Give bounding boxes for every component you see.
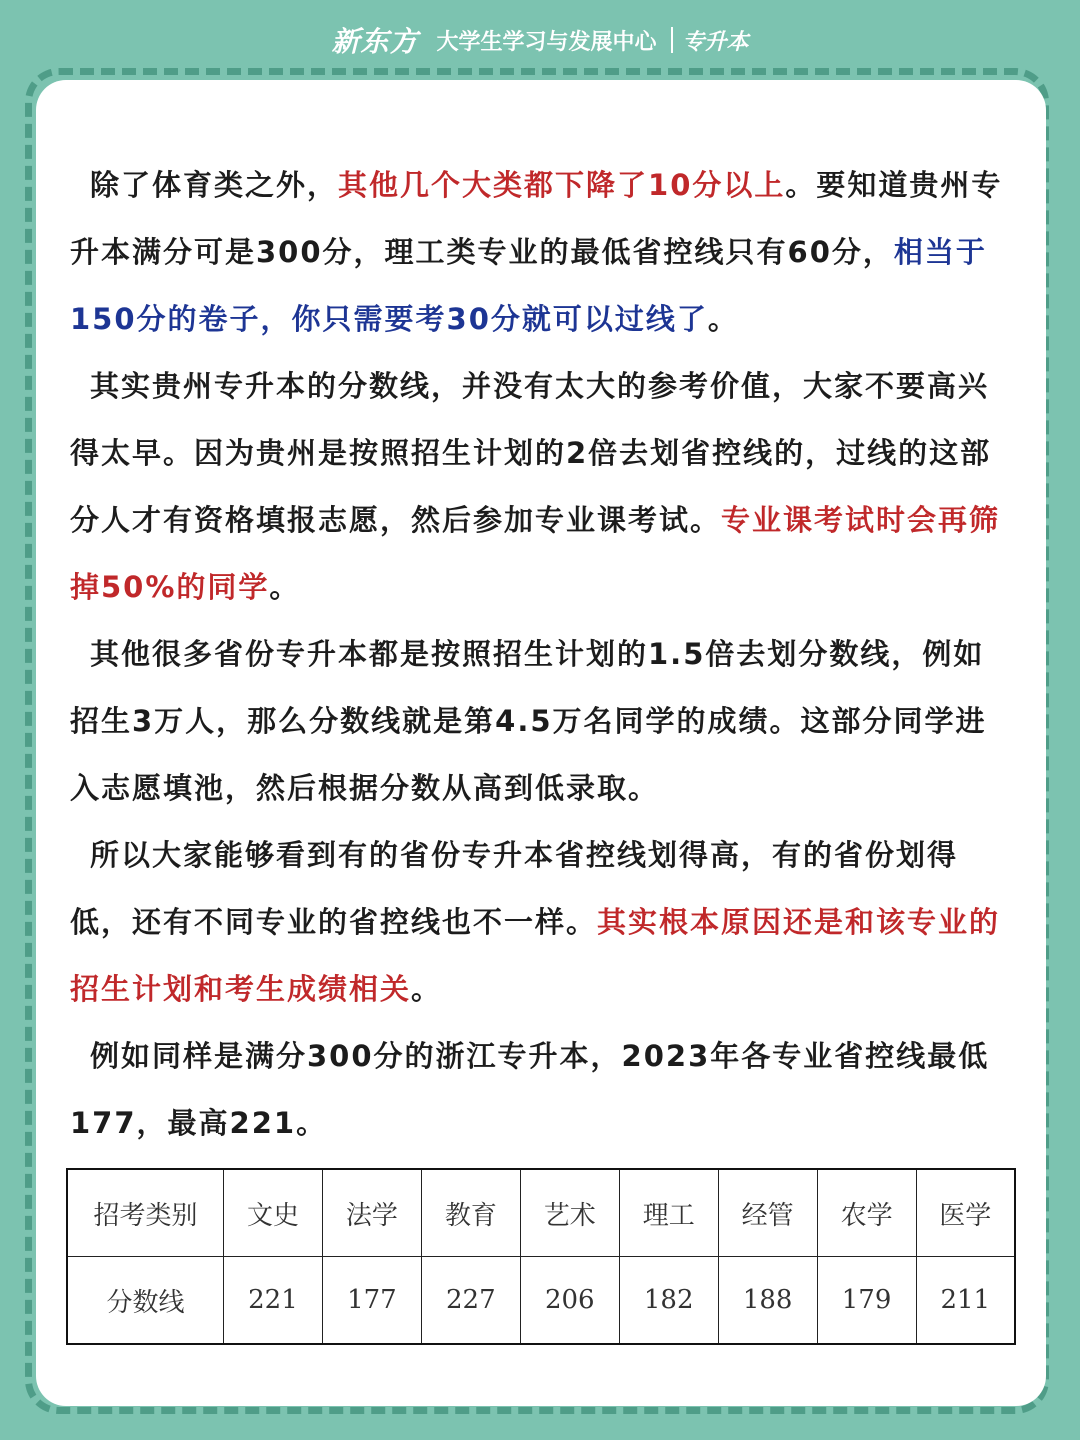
table-header-cell: 艺术 (520, 1169, 619, 1257)
paragraph-text: 。 (411, 972, 443, 1006)
table-cell: 221 (224, 1257, 323, 1345)
highlight-text: 其实根本原因还是和该专业的招生计划和考生成绩相关 (70, 905, 1001, 1006)
table-cell: 182 (619, 1257, 718, 1345)
org-name: 大学生学习与发展中心 (436, 29, 657, 55)
header-divider (671, 27, 673, 53)
content-card (36, 80, 1046, 1406)
table-cell: 179 (817, 1257, 916, 1345)
table-cell: 211 (916, 1257, 1015, 1345)
paragraph-text: 所以大家能够看到有的省份专升本省控线划得高，有的省份划得低，还有不同专业的省控线也不一样。 (70, 838, 959, 939)
article-body (70, 152, 1010, 1157)
table-header-cell: 医学 (916, 1169, 1015, 1257)
highlight-text: 相当于150分的卷子，你只需要考30分就可以过线了 (70, 235, 987, 336)
paragraph-text: 。要知道贵州专升本满分可是300分，理工类专业的最低省控线只有60分， (70, 168, 1003, 269)
table-cell: 分数线 (67, 1257, 224, 1345)
paragraph (70, 822, 1010, 1023)
table-cell: 188 (718, 1257, 817, 1345)
table-cell: 227 (421, 1257, 520, 1345)
paragraph-text: 。 (707, 302, 739, 336)
section-label: 专升本 (682, 29, 749, 55)
paragraph-text: 。 (269, 570, 301, 604)
table-cell: 206 (520, 1257, 619, 1345)
paragraph (70, 353, 1010, 621)
table-cell: 177 (322, 1257, 421, 1345)
paragraph-text: 其实贵州专升本的分数线，并没有太大的参考价值，大家不要高兴得太早。因为贵州是按照招生计划的2倍去划省控线的，过线的这部分人才有资格填报志愿，然后参加专业课考试。 (70, 369, 992, 537)
table-header-cell: 农学 (817, 1169, 916, 1257)
paragraph-text: 除了体育类之外， (90, 168, 339, 202)
paragraph (70, 621, 1010, 822)
paragraph (70, 1023, 1010, 1157)
brand-logo: 新东方 (331, 25, 419, 58)
table-row (67, 1257, 1015, 1345)
paragraph-text: 例如同样是满分300分的浙江专升本，2023年各专业省控线最低177，最高221。 (70, 1039, 990, 1140)
table-header-cell: 招考类别 (67, 1169, 224, 1257)
table-header-cell: 经管 (718, 1169, 817, 1257)
paragraph (70, 152, 1010, 353)
paragraph-text: 其他很多省份专升本都是按照招生计划的1.5倍去划分数线，例如招生3万人，那么分数线就是第4.5万名同学的成绩。这部分同学进入志愿填池，然后根据分数从高到低录取。 (70, 637, 987, 805)
table-header-cell: 教育 (421, 1169, 520, 1257)
highlight-text: 专业课考试时会再筛掉50%的同学 (70, 503, 1001, 604)
table-header-cell: 理工 (619, 1169, 718, 1257)
table-header-cell: 法学 (322, 1169, 421, 1257)
highlight-text: 其他几个大类都下降了10分以上 (338, 168, 786, 202)
score-table (66, 1168, 1016, 1345)
table-header-cell: 文史 (224, 1169, 323, 1257)
table-header-row (67, 1169, 1015, 1257)
